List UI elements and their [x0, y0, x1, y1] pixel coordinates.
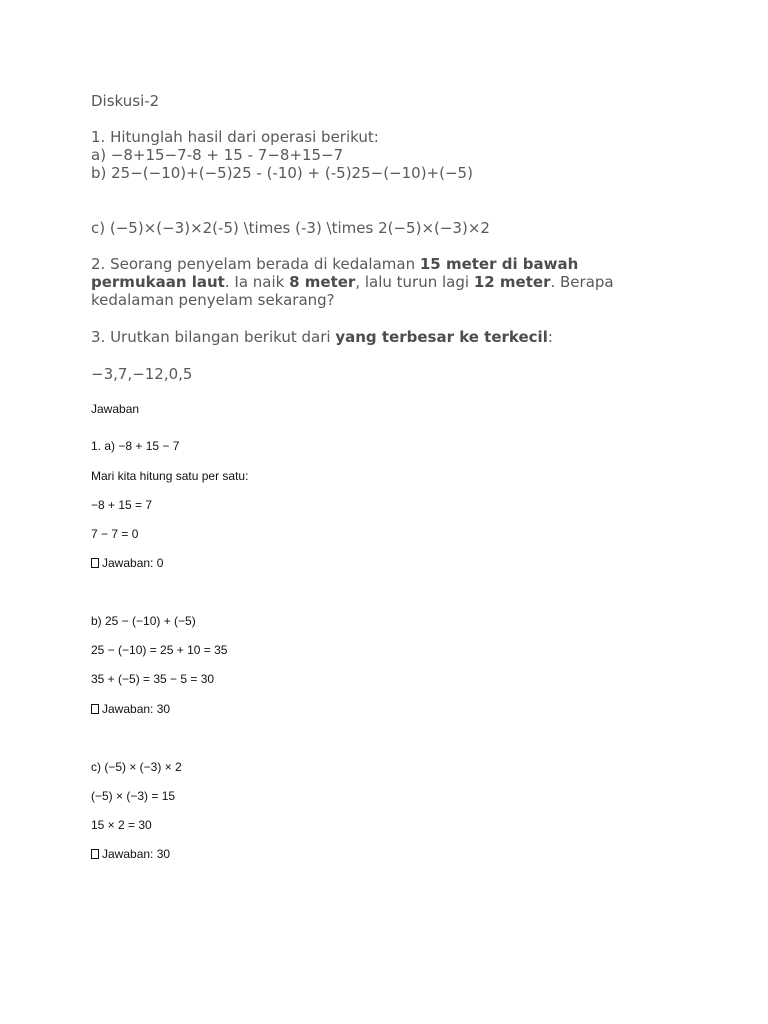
checkbox-glyph-icon [91, 849, 99, 859]
document-title: Diskusi-2 [91, 92, 160, 110]
answers-heading: Jawaban [91, 402, 140, 416]
answer-b-step-1: 25 − (−10) = 25 + 10 = 35 [91, 643, 228, 657]
question-2-text-4: . Berapa kedalaman penyelam sekarang? [91, 273, 614, 309]
answer-a-intro: Mari kita hitung satu per satu: [91, 469, 249, 483]
answer-b-result [91, 702, 170, 716]
answer-b-result-text: Jawaban: 30 [102, 702, 171, 716]
question-2-text-3: , lalu turun lagi [355, 273, 474, 291]
question-3 [91, 328, 553, 346]
question-3-text-2: : [547, 328, 553, 346]
answer-c-step-2: 15 × 2 = 30 [91, 818, 152, 832]
question-1-heading: 1. Hitunglah hasil dari operasi berikut: [91, 128, 379, 146]
checkbox-glyph-icon [91, 558, 99, 568]
question-2-bold-1: 15 meter di bawah permukaan laut [91, 255, 579, 291]
question-2-bold-3: 12 meter [473, 273, 551, 291]
answer-a-result [91, 556, 163, 570]
answer-a-result-text: Jawaban: 0 [102, 556, 164, 570]
answer-c-result-text: Jawaban: 30 [102, 847, 171, 861]
answer-a-step-1: −8 + 15 = 7 [91, 498, 153, 512]
question-2-text-2: . Ia naik [224, 273, 290, 291]
question-1a: a) −8+15−7-8 + 15 - 7−8+15−7 [91, 146, 344, 164]
question-1b: b) 25−(−10)+(−5)25 - (-10) + (-5)25−(−10)+(−5) [91, 164, 473, 182]
answer-b-title: b) 25 − (−10) + (−5) [91, 614, 196, 628]
answer-c-title: c) (−5) × (−3) × 2 [91, 760, 182, 774]
question-3-text-1: 3. Urutkan bilangan berikut dari [91, 328, 336, 346]
answer-a-title: 1. a) −8 + 15 − 7 [91, 439, 180, 453]
question-2-text-1: 2. Seorang penyelam berada di kedalaman [91, 255, 420, 273]
answer-b-step-2: 35 + (−5) = 35 − 5 = 30 [91, 672, 215, 686]
checkbox-glyph-icon [91, 704, 99, 714]
answer-a-step-2: 7 − 7 = 0 [91, 527, 139, 541]
question-3-bold: yang terbesar ke terkecil [335, 328, 548, 346]
question-1c: c) (−5)×(−3)×2(-5) \times (-3) \times 2(−5)×(−3)×2 [91, 219, 490, 237]
answer-c-step-1: (−5) × (−3) = 15 [91, 789, 176, 803]
answer-c-result [91, 847, 170, 861]
question-2-bold-2: 8 meter [289, 273, 356, 291]
question-3-numbers: −3,7,−12,0,5 [91, 365, 193, 383]
question-2 [91, 255, 631, 309]
